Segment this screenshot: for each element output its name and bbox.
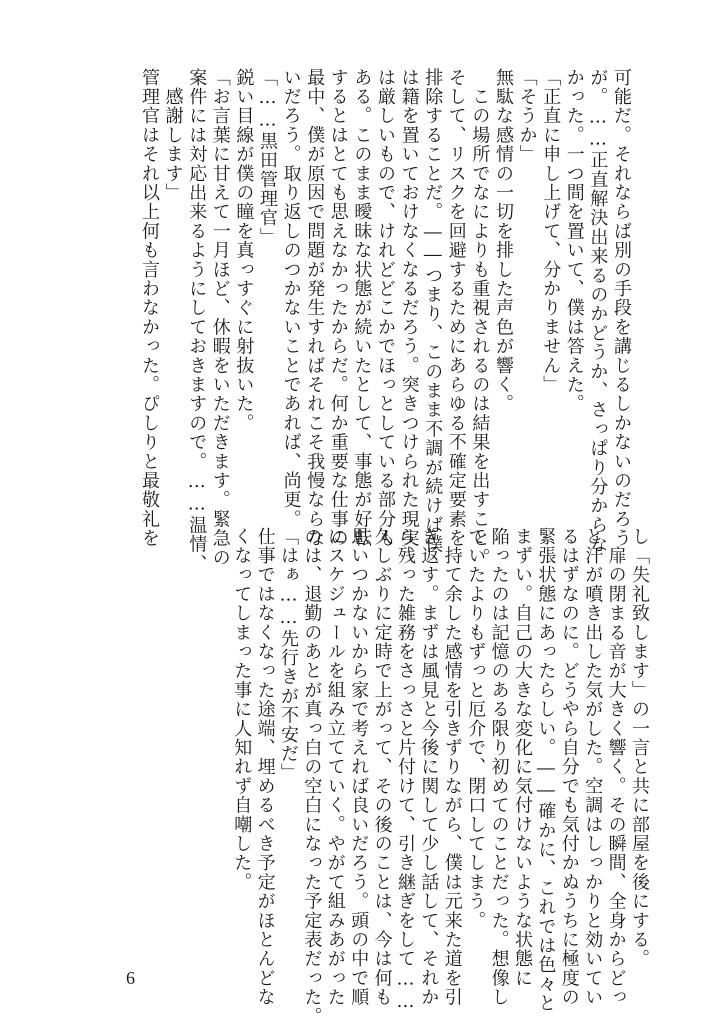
text-column: 感謝します」 [162,68,184,203]
text-column: 扉の閉まる音が大きく響く。その瞬間、全身からどっ [605,527,627,1007]
text-column: は籍を置いておけなくなるだろう。突きつけられた現実 [398,68,420,548]
text-column: 「お言葉に甘えて一月ほど、休暇をいただきます。緊急の [209,68,231,568]
text-column: ていたよりもずっと厄介で、閉口してしまう。 [465,527,487,931]
text-column: 仕事ではなくなった途端、埋めるべき予定がほとんどな [254,527,276,1007]
text-column: 排除することだ。――つまり、このまま不調が続けば僕 [422,68,444,554]
text-column: にスケジュールを組み立てていく。やがて組みあがった [324,527,346,1007]
text-column: 最中、僕が原因で問題が発生すればそれこそ我慢ならな [304,68,326,548]
text-column: 持て余した感情を引きずりながら、僕は元来た道を引 [441,527,463,1007]
text-column: 「……黒田管理官」 [257,68,278,247]
text-column: るはずなのに。どうやら自分でも気付かぬうちに極度の [558,527,580,1007]
text-column: 管理官はそれ以上何も言わなかった。ぴしりと最敬礼を [139,68,160,548]
text-column: 可能だ。それならば別の手段を講じるしかないのだろう [611,68,632,548]
text-column: と汗が噴き出した気がした。空調はしっかりと効いてい [582,527,604,1007]
text-column: この場所でなによりも重視されるのは結果を出すこと。 [469,68,491,568]
text-column: いだろう。取り返しのつかないことであれば、尚更。 [280,68,302,529]
text-column: 思いつかないから家で考えれば良いだろう。頭の中で順 [348,527,370,1007]
text-column: のは、退勤のあとが真っ白の空白になった予定表だった。 [301,527,323,1026]
text-column: ある。このまま曖昧な状態が続いたとして、事態が好転 [351,68,373,548]
text-column: は厳しいもので、けれどどこかでほっとしている部分も [375,68,396,548]
text-column: 鋭い目線が僕の瞳を真っすぐに射抜いた。 [233,68,255,433]
text-column: 「はぁ……先行きが不安だ」 [278,527,299,783]
text-column: 無駄な感情の一切を排した声色が響く。 [493,68,514,414]
text-column: 「正直に申し上げて、分かりません」 [540,68,562,395]
text-column: 「そうか」 [516,68,538,164]
text-column: するとはとても思えなかったからだ。何か重要な仕事の [327,68,349,548]
text-column: ら残った雑務をさっさと片付けて、引き継ぎをして…… [395,527,416,1013]
text-column: き返す。まずは風見と今後に関して少し話して、それか [418,527,440,1007]
text-column: が。……正直解決出来るのかどうか、さっぱり分からな [587,68,609,554]
text-column: そして、リスクを回避するためにあらゆる不確定要素を [445,68,467,548]
text-column: かった。一つ間を置いて、僕は答えた。 [563,68,585,414]
text-column: 久しぶりに定時で上がって、その後のことは、今は何も [371,527,393,1007]
text-column: 緊張状態にあったらしい。――確かに、これでは色々と [535,527,557,1013]
text-column: まずい。自己の大きな変化に気付けないような状態に [512,527,533,988]
text-column: 案件には対応出来るようにしておきますので。……温情、 [186,68,208,574]
page-number: 6 [126,968,135,988]
text-column: し「失礼致します」の一言と共に部屋を後にする。 [629,527,650,969]
text-column: くなってしまった事に人知れず自嘲した。 [231,527,253,892]
text-column: 陥ったのは記憶のある限り初めてのことだった。想像し [488,527,510,1007]
